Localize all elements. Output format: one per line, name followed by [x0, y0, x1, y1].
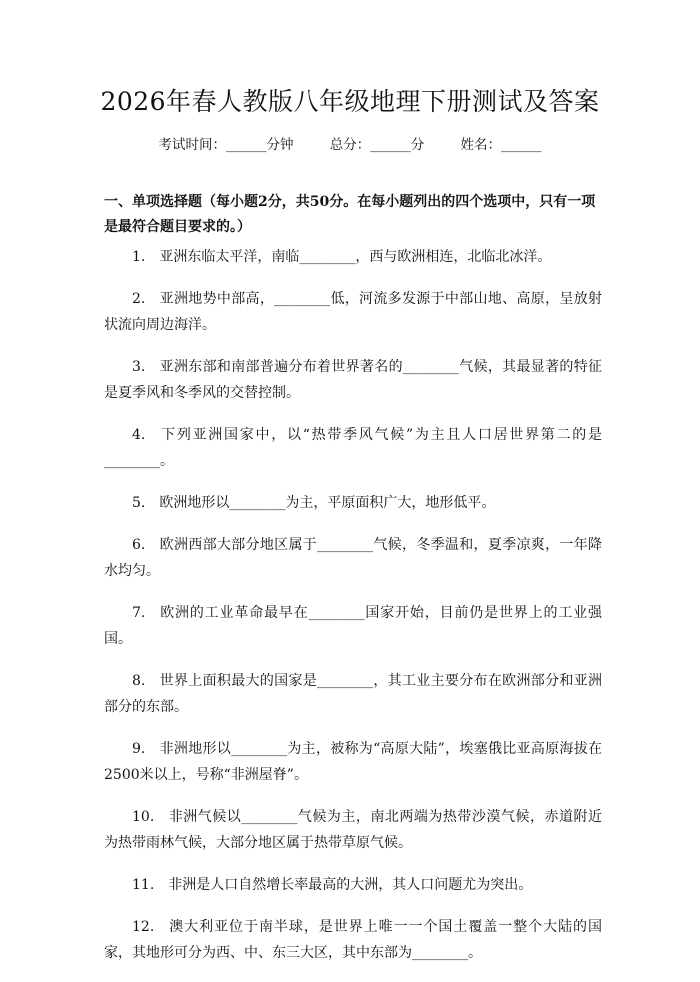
question-item [104, 422, 602, 474]
total-score-field: 总分：______分 [329, 137, 425, 153]
question-text: 世界上面积最大的国家是________，其工业主要分布在欧洲部分和亚洲部分的东部。 [104, 673, 602, 715]
question-item [104, 244, 602, 270]
question-text: 亚洲东临太平洋，南临________，西与欧洲相连，北临北冰洋。 [159, 249, 552, 265]
student-name-field: 姓名：______ [460, 137, 542, 153]
question-item [104, 490, 602, 516]
exam-time-field: 考试时间：______分钟 [158, 137, 294, 153]
question-text: 澳大利亚位于南半球，是世界上唯一一个国土覆盖一整个大陆的国家，其地形可分为西、中、东三大区，其中东部为________。 [104, 919, 602, 961]
question-number: 6. [132, 537, 146, 553]
question-number: 3. [132, 359, 146, 375]
question-number: 11. [132, 877, 155, 893]
question-number: 2. [132, 291, 146, 307]
question-number: 7. [132, 605, 146, 621]
question-text: 欧洲地形以________为主，平原面积广大，地形低平。 [159, 495, 496, 511]
question-item [104, 532, 602, 584]
question-number: 4. [132, 427, 146, 443]
question-item [104, 914, 602, 966]
question-item [104, 872, 602, 898]
question-number: 12. [132, 919, 155, 935]
question-text: 非洲地形以________为主，被称为“高原大陆”，埃塞俄比亚高原海拔在2500米以上，号称“非洲屋脊”。 [104, 741, 602, 783]
question-item [104, 600, 602, 652]
question-number: 5. [132, 495, 146, 511]
section-title: 一、单项选择题（每小题2分，共50分。在每小题列出的四个选项中，只有一项是最符合题目要求的。） [104, 194, 596, 235]
question-list [104, 244, 602, 982]
question-text: 非洲气候以________气候为主，南北两端为热带沙漠气候，赤道附近为热带雨林气候，大部分地区属于热带草原气候。 [104, 809, 602, 851]
question-item [104, 736, 602, 788]
question-item [104, 668, 602, 720]
question-text: 欧洲西部大部分地区属于________气候，冬季温和，夏季凉爽，一年降水均匀。 [104, 537, 602, 579]
question-item [104, 286, 602, 338]
question-text: 亚洲地势中部高，________低，河流多发源于中部山地、高原，呈放射状流向周边海洋。 [104, 291, 602, 333]
question-number: 9. [132, 741, 146, 757]
question-number: 1. [132, 249, 146, 265]
question-text: 非洲是人口自然增长率最高的大洲，其人口问题尤为突出。 [168, 877, 533, 893]
exam-info [0, 133, 700, 153]
question-text: 欧洲的工业革命最早在________国家开始，目前仍是世界上的工业强国。 [104, 605, 602, 647]
question-item [104, 354, 602, 406]
question-number: 8. [132, 673, 146, 689]
question-number: 10. [132, 809, 155, 825]
question-item [104, 804, 602, 856]
question-text: 亚洲东部和南部普遍分布着世界著名的________气候，其最显著的特征是夏季风和冬季风的交替控制。 [104, 359, 602, 401]
document-title: 2026年春人教版八年级地理下册测试及答案 [100, 87, 600, 116]
question-text: 下列亚洲国家中，以“热带季风气候”为主且人口居世界第二的是________。 [104, 427, 602, 469]
